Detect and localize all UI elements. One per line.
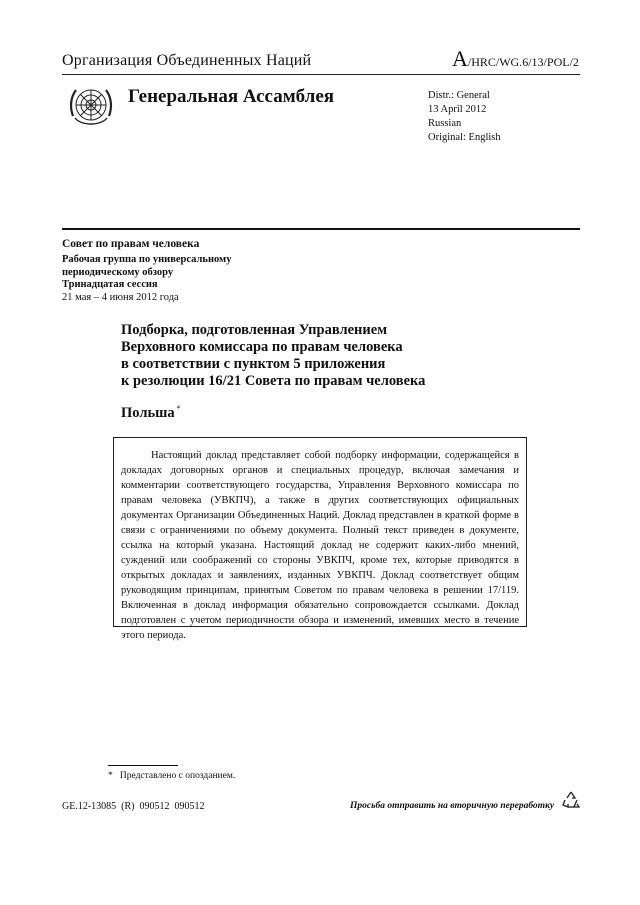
document-title (121, 322, 425, 390)
working-group (62, 253, 231, 279)
session-dates: 21 мая – 4 июня 2012 года (62, 292, 179, 303)
recycle-icon (560, 789, 582, 811)
working-group-line: Рабочая группа по универсальному (62, 254, 232, 265)
document-number: GE.12-13085 (R) 090512 090512 (62, 801, 205, 812)
footnote-rule (108, 765, 178, 766)
council-name: Совет по правам человека (62, 238, 200, 250)
document-date: 13 April 2012 (428, 104, 487, 115)
symbol-code: /HRC/WG.6/13/POL/2 (467, 55, 579, 69)
recycle-notice: Просьба отправить на вторичную переработку (350, 801, 555, 811)
abstract-text: Настоящий доклад представляет собой подборку информации, содержащейся в докладах договорных органов и специальных процедур, включая замечания и комментарии соответствующего государства, Управления Верховного комиссара по правам человека (УВКПЧ), а также в других соответствующих официальных документах Организации Объединенных Наций. Доклад представлен в краткой форме в связи с ограничениями по объему документа. Полный текст приведен в документе, ссылка на который указана. Настоящий доклад не содержит каких-либо мнений, суждений или соображений со стороны УВКПЧ, кроме тех, которые приводятся в открытых докладах и заявлениях, изданных УВКПЧ. Доклад соответствует общим руководящим принципам, принятым Советом по правам человека в решении 17/119. Включенная в доклад информация обязательно сопровождается ссылками. Доклад подготовлен с учетом периодичности обзора и изменений, имевших место в течение этого периода. (121, 450, 519, 641)
organization-name: Организация Объединенных Наций (62, 52, 312, 69)
session-name: Тринадцатая сессия (62, 279, 158, 290)
title-line: к резолюции 16/21 Совета по правам человека (121, 373, 426, 389)
distribution-type: Distr.: General (428, 90, 490, 101)
document-language: Russian (428, 118, 462, 129)
general-assembly-title: Генеральная Ассамблея (128, 86, 335, 107)
title-line: Верховного комиссара по правам человека (121, 339, 403, 355)
title-line: в соответствии с пунктом 5 приложения (121, 356, 386, 372)
footnote-mark: * (176, 404, 181, 413)
document-symbol (452, 46, 579, 72)
footnote-text: * Представлено с опозданием. (108, 771, 236, 781)
section-divider (62, 228, 580, 230)
working-group-line: периодическому обзору (62, 267, 174, 278)
symbol-letter: A (452, 46, 468, 71)
country-name: Польша (121, 404, 175, 421)
un-emblem-icon (66, 80, 116, 130)
country-heading (121, 404, 181, 422)
original-language: Original: English (428, 132, 501, 143)
title-line: Подборка, подготовленная Управлением (121, 322, 388, 338)
header-rule (62, 74, 580, 75)
distribution-block (428, 89, 501, 145)
